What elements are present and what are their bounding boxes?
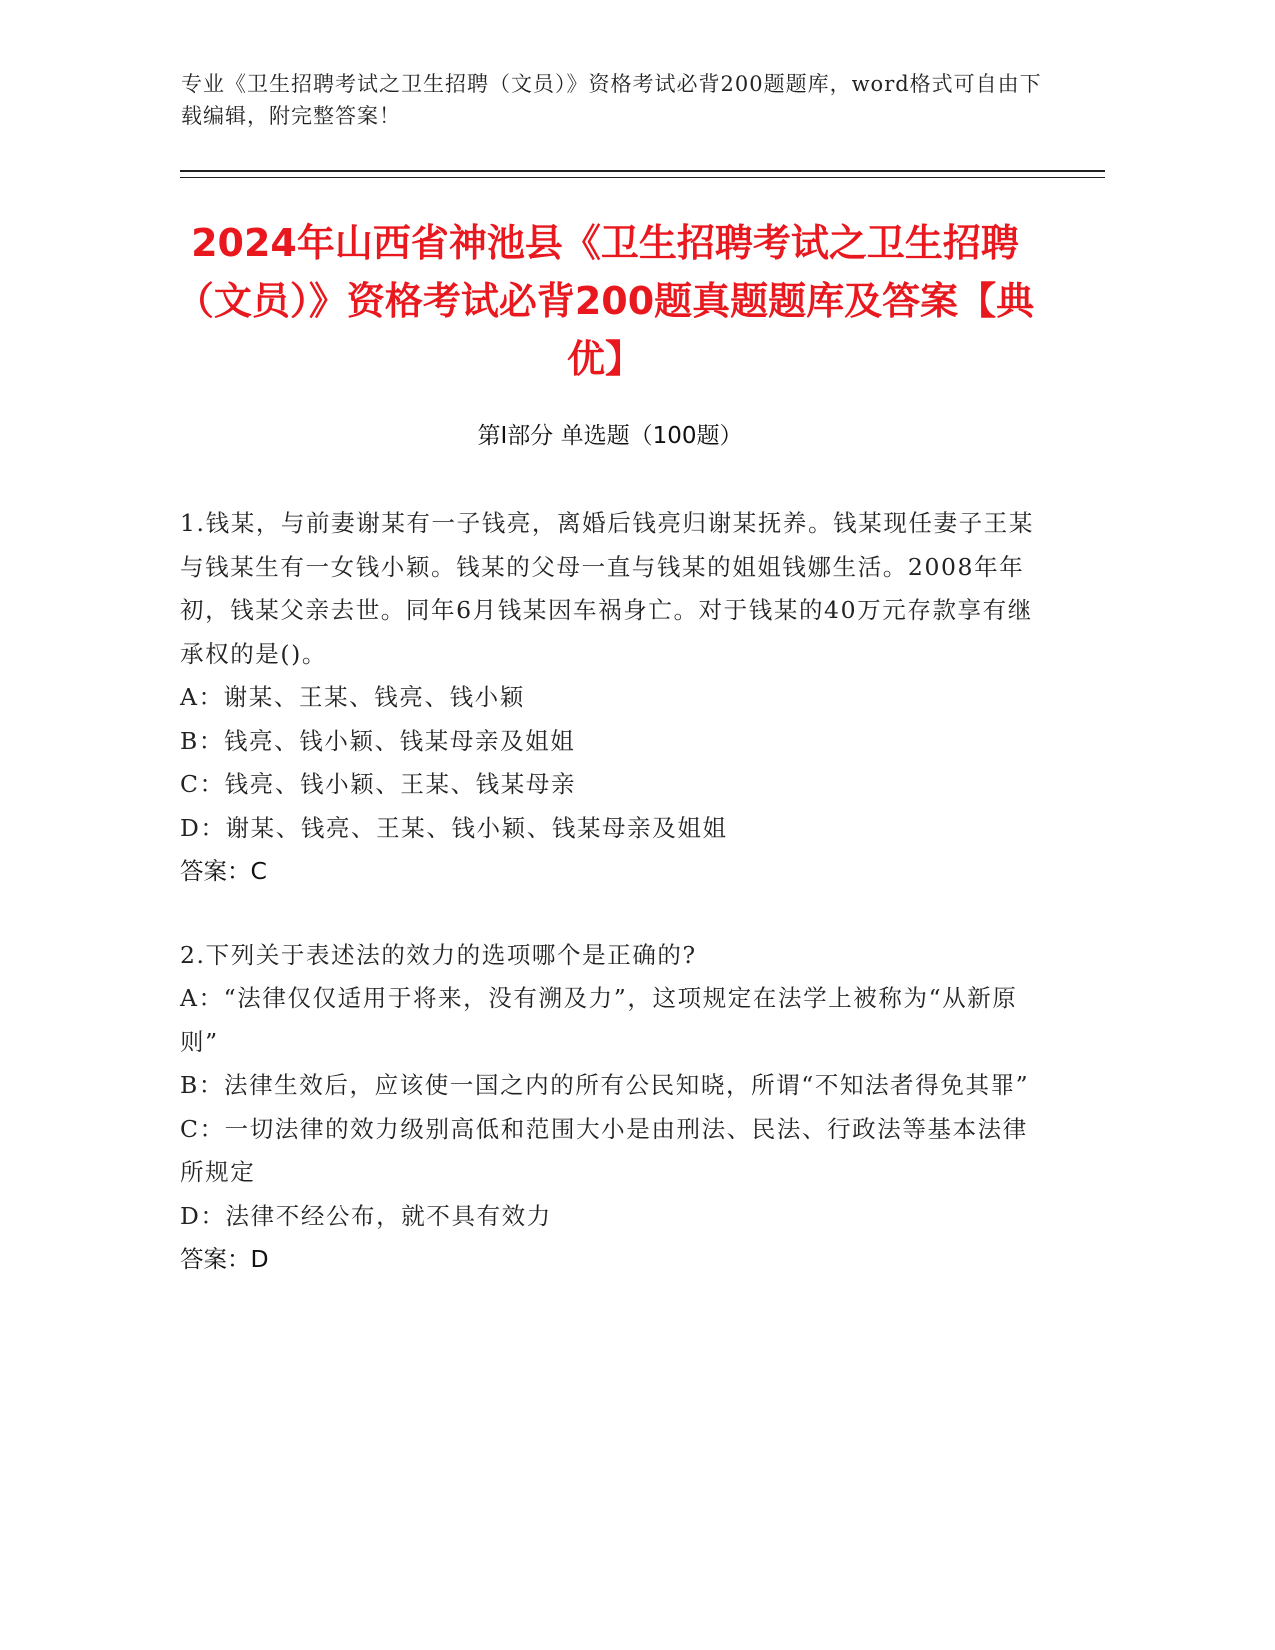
question-item bbox=[180, 502, 1040, 894]
answer-label: 答案：D bbox=[180, 1245, 269, 1273]
section-heading: 第Ⅰ部分 单选题（100题） bbox=[477, 423, 743, 449]
header-rule-thick bbox=[180, 170, 1105, 172]
option-b: B：法律生效后，应该使一国之内的所有公民知晓，所谓“不知法者得免其罪” bbox=[180, 1071, 1030, 1099]
option-b: B：钱亮、钱小颖、钱某母亲及姐姐 bbox=[180, 726, 576, 755]
option-a: A：谢某、王某、钱亮、钱小颖 bbox=[180, 683, 525, 711]
document-title: 2024年山西省神池县《卫生招聘考试之卫生招聘（文员）》资格考试必背200题真题题库及答案【典优】 bbox=[175, 221, 1035, 381]
question-stem: 1.钱某，与前妻谢某有一子钱亮，离婚后钱亮归谢某抚养。钱某现任妻子王某与钱某生有一女钱小颖。钱某的父母一直与钱某的姐姐钱娜生活。2008年年初，钱某父亲去世。同年6月钱某因车祸身亡。对于钱某的40万元存款享有继承权的是()。 bbox=[180, 509, 1034, 668]
question-item bbox=[180, 934, 1040, 1282]
option-d: D：谢某、钱亮、王某、钱小颖、钱某母亲及姐姐 bbox=[180, 813, 728, 842]
question-list bbox=[180, 502, 1040, 1322]
question-stem: 2.下列关于表述法的效力的选项哪个是正确的? bbox=[180, 940, 697, 969]
answer-label: 答案：C bbox=[180, 857, 267, 885]
option-d: D：法律不经公布，就不具有效力 bbox=[180, 1201, 552, 1230]
option-a: A：“法律仅仅适用于将来，没有溯及力”，这项规定在法学上被称为“从新原则” bbox=[180, 984, 1018, 1056]
option-c: C：一切法律的效力级别高低和范围大小是由刑法、民法、行政法等基本法律所规定 bbox=[180, 1114, 1028, 1186]
option-c: C：钱亮、钱小颖、王某、钱某母亲 bbox=[180, 770, 577, 798]
header-rule-thin bbox=[180, 177, 1105, 178]
header-note: 专业《卫生招聘考试之卫生招聘（文员）》资格考试必背200题题库，word格式可自由下载编辑，附完整答案！ bbox=[181, 72, 1042, 128]
